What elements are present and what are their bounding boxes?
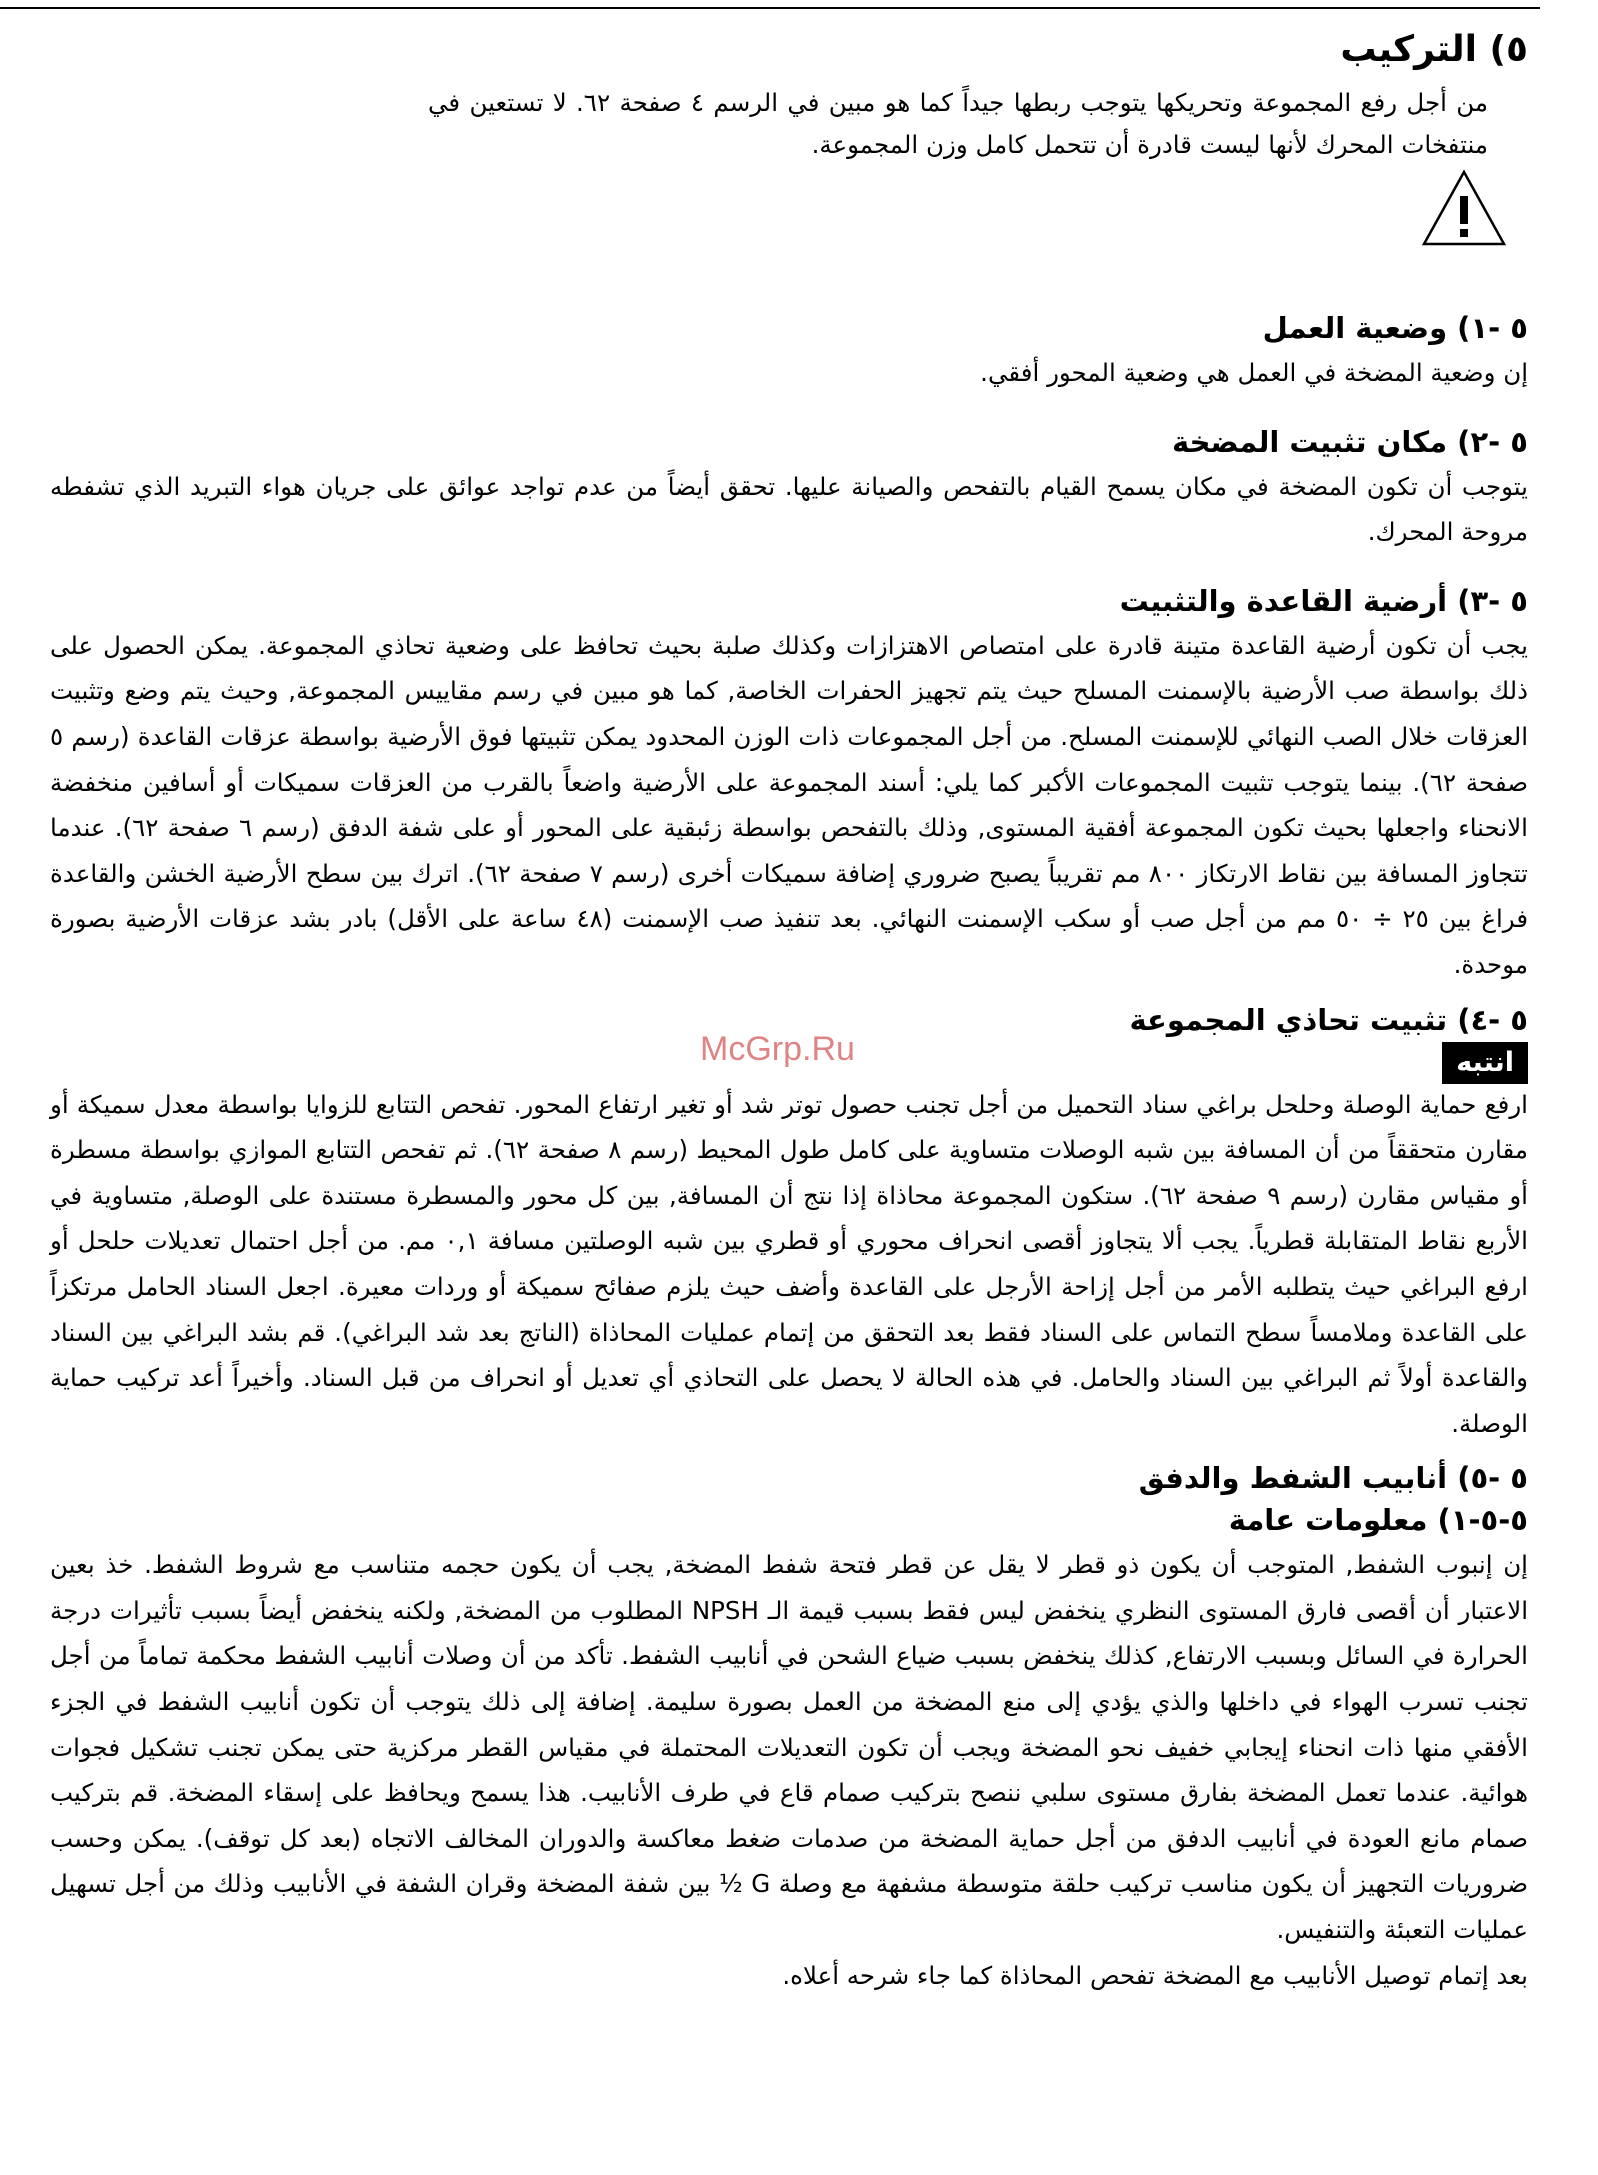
section-5-heading: ٥) التركيب [1340, 29, 1528, 70]
section-5-5-closing: بعد إتمام توصيل الأنابيب مع المضخة تفحص المحاذاة كما جاء شرحه أعلاه. [782, 1960, 1528, 1990]
section-5-3-heading: ٥ -٣) أرضية القاعدة والتثبيت [1119, 583, 1528, 618]
section-5-1-text: إن وضعية المضخة في العمل هي وضعية المحور أفقي. [980, 358, 1528, 387]
section-5-4-text: ارفع حماية الوصلة وحلحل براغي سناد التحميل من أجل تجنب حصول توتر شد أو تغير ارتفاع المحور. تفحص التتابع للزوايا بواسطة معدل سميكة أو مقارن متحققاً من أن المسافة بين شبه الوصلات متساوية على كامل طول المحيط (رسم ٨ صفحة ٦٢). ثم تفحص التتابع الموازي بواسطة مسطرة أو مقياس مقارن (رسم ٩ صفحة ٦٢). ستكون المجموعة محاذاة إذا نتج أن المسافة, بين كل محور والمسطرة مستندة على الوصلة, متساوية في الأربع نقاط المتقابلة قطرياً. يجب ألا يتجاوز أقصى انحراف محوري أو قطري بين شبه الوصلتين مسافة ٠,١ مم. من أجل احتمال تعديلات حلحل أو ارفع البراغي حيث يتطلبه الأمر من أجل إزاحة الأرجل على القاعدة وأضف حيث يلزم صفائح سميكة أو وردات معيرة. اجعل السناد الحامل مرتكزاً على القاعدة وملامساً سطح التماس على السناد فقط بعد التحقق من إتمام عمليات المحاذاة (الناتج بعد شد البراغي). قم بشد البراغي بين السناد والقاعدة أولاً ثم البراغي بين السناد والحامل. في هذه الحالة لا يحصل على التحاذي أي تعديل أو انحراف من قبل السناد. وأخيراً أعد تركيب حماية الوصلة. [50, 1089, 1528, 1438]
document-body [50, 26, 1528, 1998]
watermark: McGrp.Ru [700, 1029, 855, 1068]
top-rule [0, 7, 1540, 9]
section-5-4-heading: ٥ -٤) تثبيت تحاذي المجموعة [1129, 1002, 1528, 1037]
section-5-2-heading: ٥ -٢) مكان تثبيت المضخة [1172, 424, 1528, 459]
attention-badge: انتبه [1442, 1042, 1528, 1084]
section-5-3-text: يجب أن تكون أرضية القاعدة متينة قادرة على امتصاص الاهتزازات وكذلك صلبة بحيث تحافظ على وضعية تحاذي المجموعة. يمكن الحصول على ذلك بواسطة صب الأرضية بالإسمنت المسلح حيث يتم تجهيز الحفرات الخاصة, كما هو مبين في رسم مقاييس المجموعة, وحيث يتم وضع وتثبيت العزقات خلال الصب النهائي للإسمنت المسلح. من أجل المجموعات ذات الوزن المحدود يمكن تثبيتها فوق الأرضية بواسطة عزقات القاعدة (رسم ٥ صفحة ٦٢). بينما يتوجب تثبيت المجموعات الأكبر كما يلي: أسند المجموعة على الأرضية واضعاً بالقرب من العزقات سميكات أو أسافين منخفضة الانحناء واجعلها بحيث تكون المجموعة أفقية المستوى, وذلك بالتفحص بواسطة زئبقية على المحور أو على شفة الدفق (رسم ٦ صفحة ٦٢). عندما تتجاوز المسافة بين نقاط الارتكاز ٨٠٠ مم تقريباً يصبح ضروري إضافة سميكات أخرى (رسم ٧ صفحة ٦٢). اترك بين سطح الأرضية الخشن والقاعدة فراغ بين ٢٥ ÷ ٥٠ مم من أجل صب أو سكب الإسمنت النهائي. بعد تنفيذ صب الإسمنت (٤٨ ساعة على الأقل) بادر بشد عزقات الأرضية بصورة موحدة. [50, 630, 1529, 979]
warning-row [50, 166, 1528, 308]
section-5-5-1-text: إن إنبوب الشفط, المتوجب أن يكون ذو قطر لا يقل عن قطر فتحة شفط المضخة, يجب أن يكون حجمه متناسب مع شروط الشفط. خذ بعين الاعتبار أن أقصى فارق المستوى النظري ينخفض ليس فقط بسبب قيمة الـ NPSH المطلوب من المضخة, ولكنه ينخفض أيضاً بسبب تأثيرات درجة الحرارة في السائل وبسبب الارتفاع, كذلك ينخفض بسبب ضياع الشحن في أنابيب الشفط. تأكد من أن وصلات أنابيب الشفط محكمة تماماً من أجل تجنب تسرب الهواء في داخلها والذي يؤدي إلى منع المضخة من العمل بصورة سليمة. إضافة إلى ذلك يتوجب أن تكون أنابيب الشفط في الجزء الأفقي منها ذات انحناء إيجابي خفيف نحو المضخة ويجب أن تكون التعديلات المحتملة في مقياس القطر مركزية حتى يمكن تجنب تشكيل فجوات هوائية. عندما تعمل المضخة بفارق مستوى سلبي ننصح بتركيب صمام قاع في طرف الأنابيب. هذا يسمح ويحافظ على إسقاء المضخة. قم بتركيب صمام مانع العودة في أنابيب الدفق من أجل حماية المضخة من صدمات ضغط معاكسة والدوران المخالف الاتجاه (بعد كل توقف). يمكن وحسب ضروريات التجهيز أن يكون مناسب تركيب حلقة متوسطة مشفهة مع وصلة G ½ بين شفة المضخة وقران الشفة في الأنابيب وذلك من أجل تسهيل عمليات التعبئة والتنفيس. [50, 1550, 1529, 1945]
attention-row [50, 1029, 1528, 1082]
section-5-5-heading: ٥ -٥) أنابيب الشفط والدفق [1138, 1461, 1528, 1496]
section-5-5-1-heading: ٥-٥-١) معلومات عامة [1228, 1503, 1528, 1538]
section-5-1-heading: ٥ -١) وضعية العمل [1262, 311, 1528, 345]
section-5-intro: من أجل رفع المجموعة وتحريكها يتوجب ربطها جيداً كما هو مبين في الرسم ٤ صفحة ٦٢. لا تستعين في منتفخات المحرك لأنها ليست قادرة أن تتحمل كامل وزن المجموعة. [428, 88, 1488, 159]
warning-triangle-icon [1420, 168, 1508, 248]
section-5-2-text: يتوجب أن تكون المضخة في مكان يسمح القيام بالتفحص والصيانة عليها. تحقق أيضاً من عدم تواجد عوائق على جريان هواء التبريد الذي تشفطه مروحة المحرك. [50, 471, 1528, 547]
